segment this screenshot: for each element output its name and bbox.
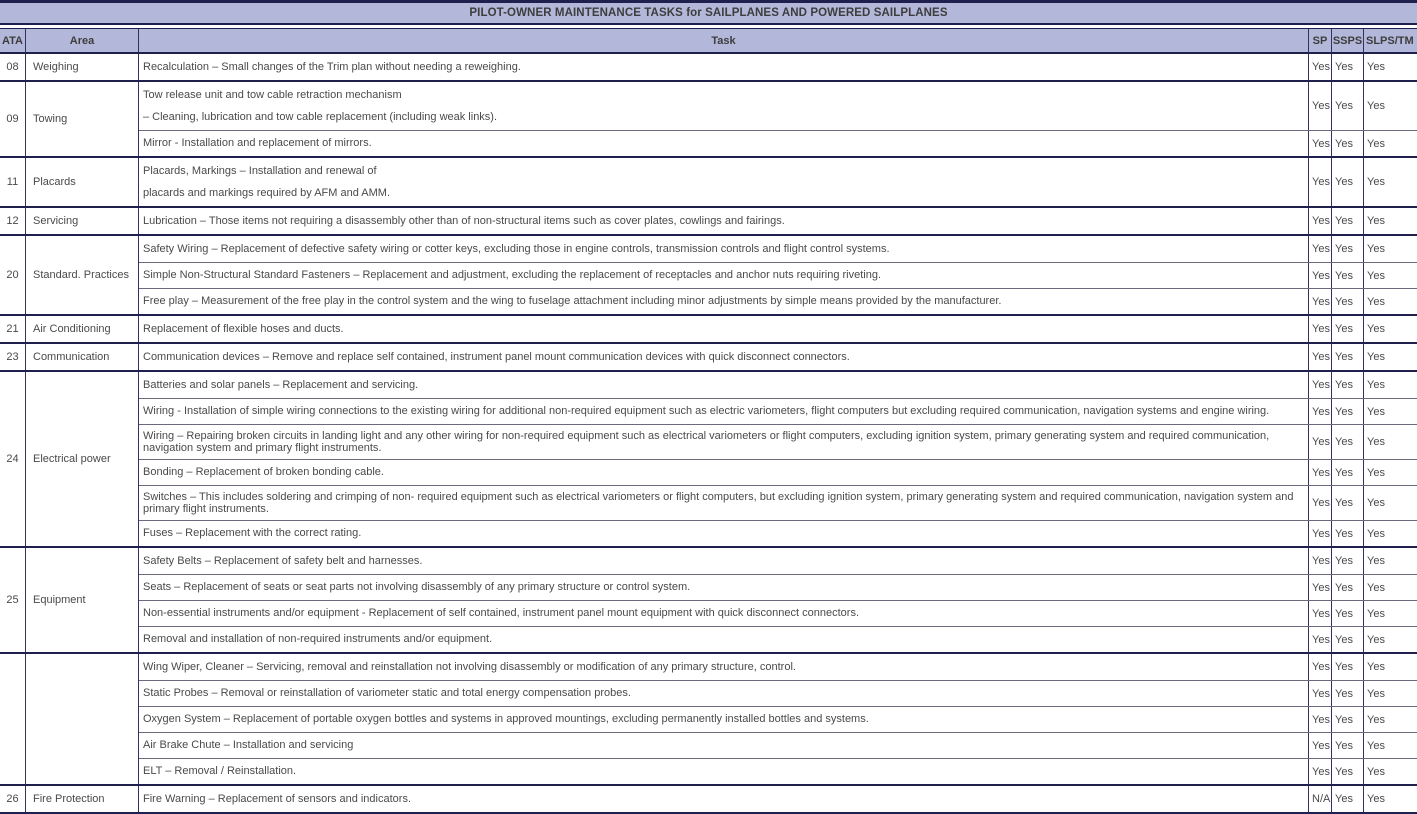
table-group [0, 372, 1417, 548]
task-text-line: Tow release unit and tow cable retraction mechanism [143, 89, 402, 101]
sp-value-cell: Yes [1308, 344, 1331, 370]
ata-number-cell: 08 [6, 61, 19, 73]
sp-value-cell: Yes [1308, 521, 1331, 546]
task-text-line: Communication devices – Remove and replace self contained, instrument panel mount communication devices with quick disconnect connectors. [143, 350, 850, 363]
task-text-line: Static Probes – Removal or reinstallation of variometer static and total energy compensation probes. [143, 687, 631, 699]
ssps-value-cell: Yes [1331, 289, 1363, 314]
task-description-cell [139, 654, 1308, 680]
sp-value-cell: Yes [1308, 316, 1331, 342]
task-text-line: Placards, Markings – Installation and renewal of [143, 165, 377, 177]
area-name-cell: Communication [25, 344, 138, 370]
task-row [139, 344, 1417, 370]
task-description-cell [139, 158, 1308, 206]
table-group [0, 654, 1417, 786]
task-text-line: Bonding – Replacement of broken bonding cable. [143, 466, 384, 478]
task-description-cell [139, 54, 1308, 80]
task-row [139, 82, 1417, 130]
task-row [139, 288, 1417, 314]
sp-value-cell: Yes [1308, 236, 1331, 262]
task-text-line: primary flight instruments. [143, 503, 269, 515]
ssps-value-cell: Yes [1331, 263, 1363, 288]
task-text-line: Batteries and solar panels – Replacement and servicing. [143, 378, 419, 391]
task-row [139, 485, 1417, 520]
task-text-line: navigation system and primary flight instruments. [143, 442, 382, 454]
task-description-cell [139, 236, 1308, 262]
ata-number-cell: 21 [6, 323, 19, 335]
ssps-value-cell: Yes [1331, 316, 1363, 342]
ssps-value-cell: Yes [1331, 707, 1363, 732]
slps-value-cell: Yes [1363, 786, 1417, 812]
slps-value-cell: Yes [1363, 208, 1417, 234]
task-row [139, 548, 1417, 574]
ata-number-cell [0, 654, 25, 784]
task-text-line: ELT – Removal / Reinstallation. [143, 765, 297, 777]
task-text-line: Wiring – Repairing broken circuits in landing light and any other wiring for non-required equipment such as electrical variometers or flight computers, excluding ignition system, primary generating system and required communication, [143, 430, 1270, 442]
task-description-cell [139, 344, 1308, 370]
task-row [139, 398, 1417, 424]
table-body [0, 54, 1417, 814]
ssps-value-cell: Yes [1331, 208, 1363, 234]
ssps-value-cell: Yes [1331, 733, 1363, 758]
slps-value-cell: Yes [1363, 316, 1417, 342]
task-description-cell [139, 575, 1308, 600]
task-description-cell [139, 82, 1308, 130]
task-text-line: Fuses – Replacement with the correct rating. [143, 527, 362, 539]
task-text-line: Wing Wiper, Cleaner – Servicing, removal and reinstallation not involving disassembly or modification of any primary structure, control. [143, 660, 796, 673]
sp-value-cell: Yes [1308, 263, 1331, 288]
sp-value-cell: Yes [1308, 681, 1331, 706]
sp-value-cell: Yes [1308, 575, 1331, 600]
table-group [0, 786, 1417, 814]
sp-value-cell: Yes [1308, 158, 1331, 206]
slps-value-cell: Yes [1363, 548, 1417, 574]
sp-value-cell: Yes [1308, 289, 1331, 314]
sp-value-cell: Yes [1308, 486, 1331, 520]
task-text-line: Safety Belts – Replacement of safety belt and harnesses. [143, 554, 423, 567]
task-rows [138, 208, 1417, 234]
sp-value-cell: Yes [1308, 399, 1331, 424]
task-row [139, 424, 1417, 459]
table-group [0, 54, 1417, 82]
ssps-value-cell: Yes [1331, 54, 1363, 80]
task-row [139, 680, 1417, 706]
ata-number-cell: 09 [6, 113, 19, 125]
ssps-value-cell: Yes [1331, 601, 1363, 626]
ssps-value-cell: Yes [1331, 786, 1363, 812]
ssps-value-cell: Yes [1331, 372, 1363, 398]
sp-value-cell: Yes [1308, 759, 1331, 784]
task-description-cell [139, 208, 1308, 234]
task-text-line: Mirror - Installation and replacement of mirrors. [143, 137, 372, 149]
task-description-cell [139, 548, 1308, 574]
area-name-cell: Electrical power [25, 372, 138, 546]
column-header-ssps: SSPS [1331, 29, 1363, 52]
task-rows [138, 158, 1417, 206]
sp-value-cell: Yes [1308, 460, 1331, 485]
column-header-ata: ATA [2, 34, 23, 47]
area-name-cell: Towing [25, 82, 138, 156]
column-header-slps: SLPS/TM [1363, 29, 1417, 52]
task-description-cell [139, 316, 1308, 342]
sp-value-cell: N/A [1308, 786, 1331, 812]
ssps-value-cell: Yes [1331, 158, 1363, 206]
task-description-cell [139, 399, 1308, 424]
column-header-area: Area [25, 29, 138, 52]
slps-value-cell: Yes [1363, 263, 1417, 288]
task-description-cell [139, 521, 1308, 546]
table-group [0, 316, 1417, 344]
task-description-cell [139, 627, 1308, 652]
slps-value-cell: Yes [1363, 372, 1417, 398]
task-text-line: Replacement of flexible hoses and ducts. [143, 322, 344, 335]
task-text-line: Wiring - Installation of simple wiring connections to the existing wiring for additional non-required equipment such as electric variometers, flight computers but excluding required communication, navigation systems and engine wiring. [143, 405, 1270, 417]
task-description-cell [139, 733, 1308, 758]
slps-value-cell: Yes [1363, 733, 1417, 758]
slps-value-cell: Yes [1363, 344, 1417, 370]
task-text-line: Removal and installation of non-required instruments and/or equipment. [143, 633, 493, 645]
sp-value-cell: Yes [1308, 208, 1331, 234]
table-header-row [0, 28, 1417, 54]
ssps-value-cell: Yes [1331, 759, 1363, 784]
task-description-cell [139, 707, 1308, 732]
task-text-line: Switches – This includes soldering and crimping of non- required equipment such as electrical variometers or flight computers, but excluding ignition system, primary generating system and required communication, navigation system and [143, 491, 1294, 503]
ssps-value-cell: Yes [1331, 486, 1363, 520]
task-text-line: – Cleaning, lubrication and tow cable replacement (including weak links). [143, 111, 498, 123]
task-description-cell [139, 460, 1308, 485]
area-name-cell: Standard. Practices [25, 236, 138, 314]
task-description-cell [139, 759, 1308, 784]
ata-number-cell: 25 [6, 594, 19, 606]
ata-number-cell: 24 [6, 453, 19, 465]
sp-value-cell: Yes [1308, 425, 1331, 459]
task-description-cell [139, 131, 1308, 156]
slps-value-cell: Yes [1363, 707, 1417, 732]
area-name-cell: Equipment [25, 548, 138, 652]
task-row [139, 520, 1417, 546]
task-row [139, 732, 1417, 758]
task-text-line: Safety Wiring – Replacement of defective safety wiring or cotter keys, excluding those in engine controls, transmission controls and flight control systems. [143, 242, 890, 255]
ssps-value-cell: Yes [1331, 548, 1363, 574]
task-row [139, 626, 1417, 652]
task-text-line: Free play – Measurement of the free play in the control system and the wing to fuselage attachment including minor adjustments by simple means provided by the manufacturer. [143, 295, 1002, 307]
task-row [139, 706, 1417, 732]
slps-value-cell: Yes [1363, 521, 1417, 546]
table-group [0, 208, 1417, 236]
task-description-cell [139, 425, 1308, 459]
ata-number-cell: 26 [6, 793, 19, 805]
sp-value-cell: Yes [1308, 627, 1331, 652]
ata-number-cell: 12 [6, 215, 19, 227]
task-text-line: placards and markings required by AFM and AMM. [143, 187, 391, 199]
task-text-line: Fire Warning – Replacement of sensors and indicators. [143, 792, 411, 805]
table-group [0, 548, 1417, 654]
task-description-cell [139, 289, 1308, 314]
task-text-line: Air Brake Chute – Installation and servicing [143, 739, 354, 751]
task-rows [138, 54, 1417, 80]
area-name-cell: Fire Protection [25, 786, 138, 812]
task-rows [138, 654, 1417, 784]
ata-number-cell: 23 [6, 351, 19, 363]
sp-value-cell: Yes [1308, 372, 1331, 398]
slps-value-cell: Yes [1363, 575, 1417, 600]
ssps-value-cell: Yes [1331, 654, 1363, 680]
ssps-value-cell: Yes [1331, 425, 1363, 459]
task-rows [138, 548, 1417, 652]
sp-value-cell: Yes [1308, 733, 1331, 758]
area-name-cell: Servicing [25, 208, 138, 234]
task-row [139, 54, 1417, 80]
ssps-value-cell: Yes [1331, 521, 1363, 546]
task-row [139, 236, 1417, 262]
sp-value-cell: Yes [1308, 601, 1331, 626]
task-description-cell [139, 372, 1308, 398]
task-rows [138, 786, 1417, 812]
sp-value-cell: Yes [1308, 654, 1331, 680]
task-description-cell [139, 601, 1308, 626]
task-description-cell [139, 681, 1308, 706]
column-header-task: Task [138, 29, 1308, 52]
slps-value-cell: Yes [1363, 399, 1417, 424]
slps-value-cell: Yes [1363, 236, 1417, 262]
task-row [139, 459, 1417, 485]
slps-value-cell: Yes [1363, 654, 1417, 680]
task-rows [138, 372, 1417, 546]
sp-value-cell: Yes [1308, 707, 1331, 732]
sp-value-cell: Yes [1308, 82, 1331, 130]
area-name-cell: Air Conditioning [25, 316, 138, 342]
task-row [139, 786, 1417, 812]
slps-value-cell: Yes [1363, 425, 1417, 459]
task-row [139, 654, 1417, 680]
task-rows [138, 344, 1417, 370]
task-text-line: Recalculation – Small changes of the Trim plan without needing a reweighing. [143, 60, 521, 73]
ssps-value-cell: Yes [1331, 344, 1363, 370]
table-group [0, 158, 1417, 208]
table-group [0, 344, 1417, 372]
task-row [139, 758, 1417, 784]
table-group [0, 82, 1417, 158]
area-name-cell: Placards [25, 158, 138, 206]
task-text-line: Simple Non-Structural Standard Fasteners – Replacement and adjustment, excluding the replacement of receptacles and anchor nuts requiring riveting. [143, 269, 882, 281]
ata-number-cell: 20 [6, 269, 19, 281]
task-row [139, 316, 1417, 342]
task-row [139, 574, 1417, 600]
ssps-value-cell: Yes [1331, 399, 1363, 424]
task-rows [138, 316, 1417, 342]
task-description-cell [139, 486, 1308, 520]
sp-value-cell: Yes [1308, 548, 1331, 574]
ssps-value-cell: Yes [1331, 460, 1363, 485]
ssps-value-cell: Yes [1331, 681, 1363, 706]
task-description-cell [139, 786, 1308, 812]
task-text-line: Lubrication – Those items not requiring a disassembly other than of non-structural items such as cover plates, cowlings and fairings. [143, 214, 785, 227]
task-description-cell [139, 263, 1308, 288]
slps-value-cell: Yes [1363, 486, 1417, 520]
slps-value-cell: Yes [1363, 82, 1417, 130]
task-row [139, 158, 1417, 206]
column-header-sp: SP [1308, 29, 1331, 52]
slps-value-cell: Yes [1363, 759, 1417, 784]
task-row [139, 262, 1417, 288]
slps-value-cell: Yes [1363, 681, 1417, 706]
task-row [139, 208, 1417, 234]
area-name-cell [25, 654, 138, 784]
task-rows [138, 236, 1417, 314]
slps-value-cell: Yes [1363, 158, 1417, 206]
task-text-line: Seats – Replacement of seats or seat parts not involving disassembly of any primary structure or control system. [143, 581, 691, 593]
sp-value-cell: Yes [1308, 54, 1331, 80]
ssps-value-cell: Yes [1331, 627, 1363, 652]
task-rows [138, 82, 1417, 156]
slps-value-cell: Yes [1363, 131, 1417, 156]
slps-value-cell: Yes [1363, 460, 1417, 485]
table-title: PILOT-OWNER MAINTENANCE TASKS for SAILPLANES AND POWERED SAILPLANES [0, 0, 1417, 25]
area-name-cell: Weighing [25, 54, 138, 80]
ssps-value-cell: Yes [1331, 575, 1363, 600]
task-row [139, 600, 1417, 626]
table-group [0, 236, 1417, 316]
slps-value-cell: Yes [1363, 289, 1417, 314]
task-text-line: Oxygen System – Replacement of portable oxygen bottles and systems in approved mountings, excluding permanently installed bottles and systems. [143, 713, 869, 725]
task-row [139, 130, 1417, 156]
ssps-value-cell: Yes [1331, 236, 1363, 262]
slps-value-cell: Yes [1363, 601, 1417, 626]
task-row [139, 372, 1417, 398]
slps-value-cell: Yes [1363, 54, 1417, 80]
ata-number-cell: 11 [6, 176, 19, 188]
slps-value-cell: Yes [1363, 627, 1417, 652]
ssps-value-cell: Yes [1331, 82, 1363, 130]
sp-value-cell: Yes [1308, 131, 1331, 156]
task-text-line: Non-essential instruments and/or equipment - Replacement of self contained, instrument panel mount equipment with quick disconnect connectors. [143, 607, 859, 619]
ssps-value-cell: Yes [1331, 131, 1363, 156]
